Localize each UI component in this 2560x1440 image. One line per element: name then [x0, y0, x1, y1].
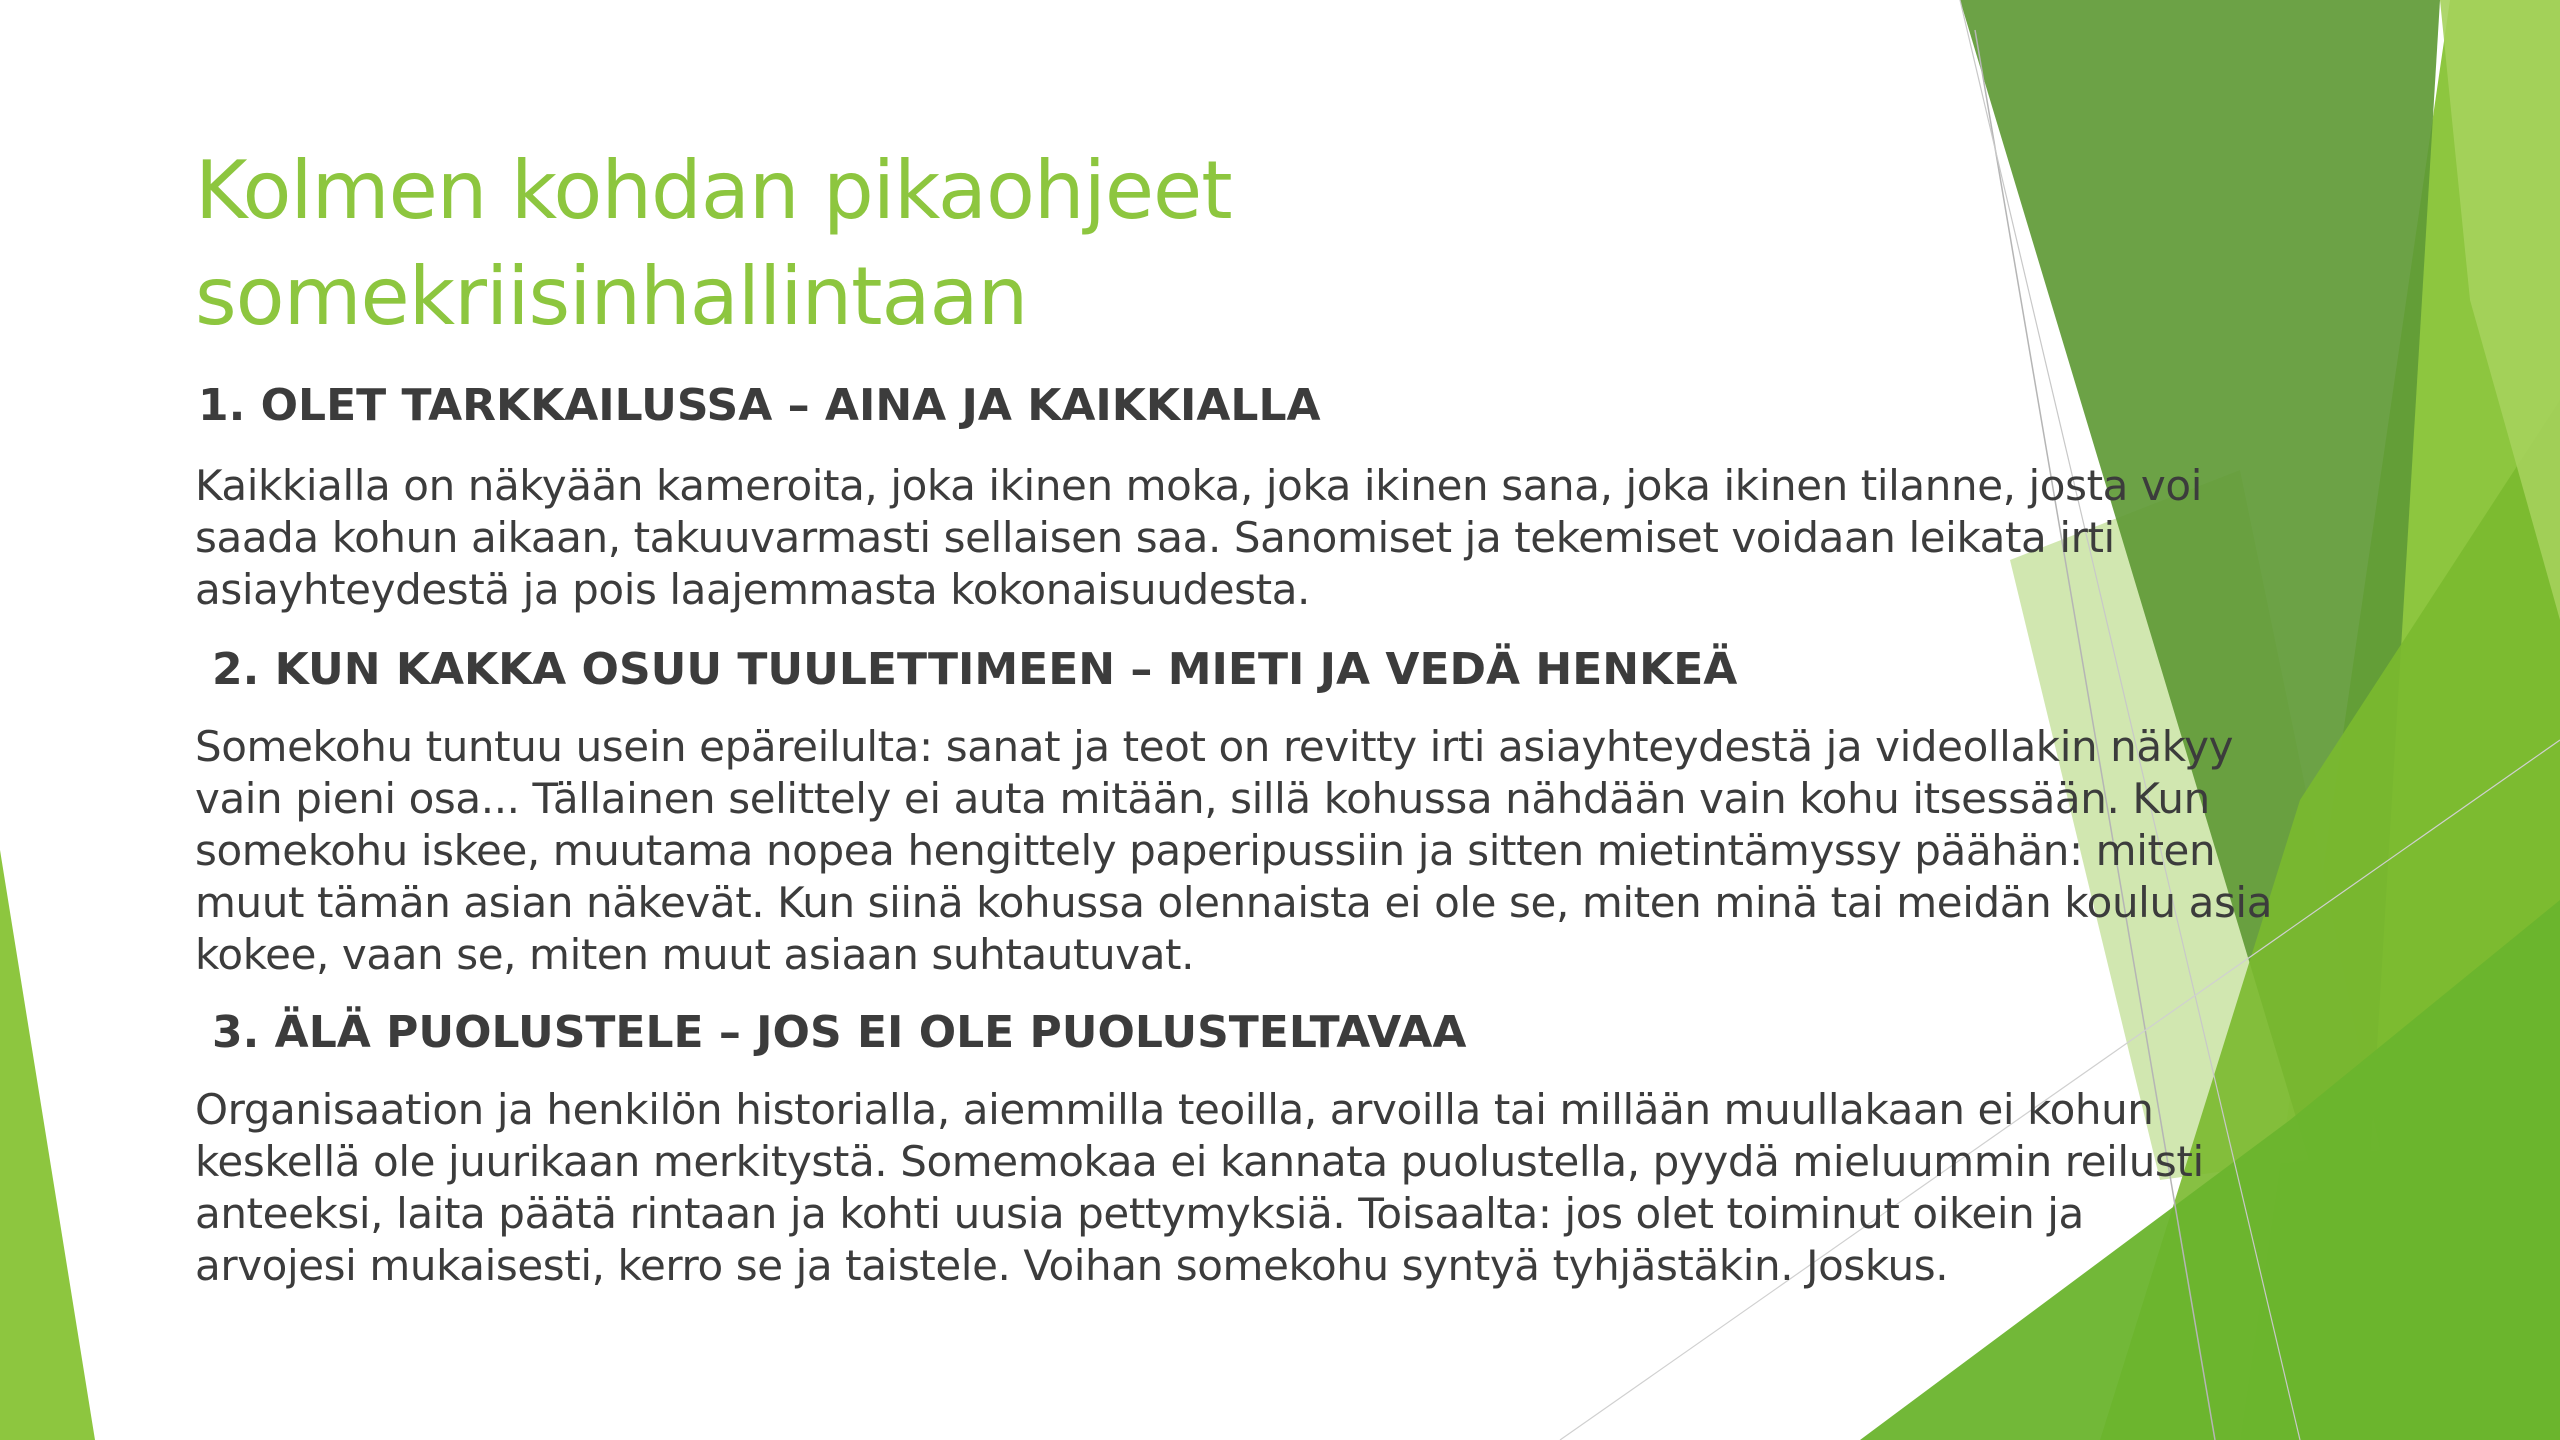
slide-title: [195, 138, 1795, 350]
paragraph-line: asiayhteydestä ja pois laajemmasta kokonaisuudesta.: [195, 565, 1310, 614]
title-line-1: Kolmen kohdan pikaohjeet: [195, 144, 1232, 237]
paragraph-line: anteeksi, laita päätä rintaan ja kohti uusia pettymyksiä. Toisaalta: jos olet toiminut oikein ja: [195, 1189, 2084, 1238]
paragraph-line: keskellä ole juurikaan merkitystä. Somemokaa ei kannata puolustella, pyydä mieluummin reilusti: [195, 1137, 2204, 1186]
section-2-paragraph: [195, 721, 2385, 981]
section-3-heading: 3. ÄLÄ PUOLUSTELE – JOS EI OLE PUOLUSTELTAVAA: [212, 1007, 1467, 1058]
paragraph-line: vain pieni osa... Tällainen selittely ei auta mitään, sillä kohussa nähdään vain kohu itsessään. Kun: [195, 774, 2210, 823]
section-3-paragraph: [195, 1084, 2385, 1292]
paragraph-line: muut tämän asian näkevät. Kun siinä kohussa olennaista ei ole se, miten minä tai meidän koulu asia: [195, 878, 2273, 927]
section-1-paragraph: [195, 460, 2385, 616]
paragraph-line: Kaikkialla on näkyään kameroita, joka ikinen moka, joka ikinen sana, joka ikinen tilanne, josta voi: [195, 461, 2202, 510]
paragraph-line: kokee, vaan se, miten muut asiaan suhtautuvat.: [195, 930, 1195, 979]
paragraph-line: somekohu iskee, muutama nopea hengittely paperipussiin ja sitten mietintämyssy päähän: miten: [195, 826, 2216, 875]
paragraph-line: arvojesi mukaisesti, kerro se ja taistele. Voihan somekohu syntyä tyhjästäkin. Joskus.: [195, 1241, 1949, 1290]
left-accent-shape: [0, 850, 95, 1440]
section-1-heading: 1. OLET TARKKAILUSSA – AINA JA KAIKKIALLA: [198, 380, 1321, 431]
title-line-2: somekriisinhallintaan: [195, 250, 1028, 343]
section-2-heading: 2. KUN KAKKA OSUU TUULETTIMEEN – MIETI JA VEDÄ HENKEÄ: [212, 644, 1738, 695]
paragraph-line: Somekohu tuntuu usein epäreilulta: sanat ja teot on revitty irti asiayhteydestä ja videollakin näkyy: [195, 722, 2234, 771]
paragraph-line: saada kohun aikaan, takuuvarmasti sellaisen saa. Sanomiset ja tekemiset voidaan leikata irti: [195, 513, 2115, 562]
paragraph-line: Organisaation ja henkilön historialla, aiemmilla teoilla, arvoilla tai millään muullakaan ei kohun: [195, 1085, 2154, 1134]
